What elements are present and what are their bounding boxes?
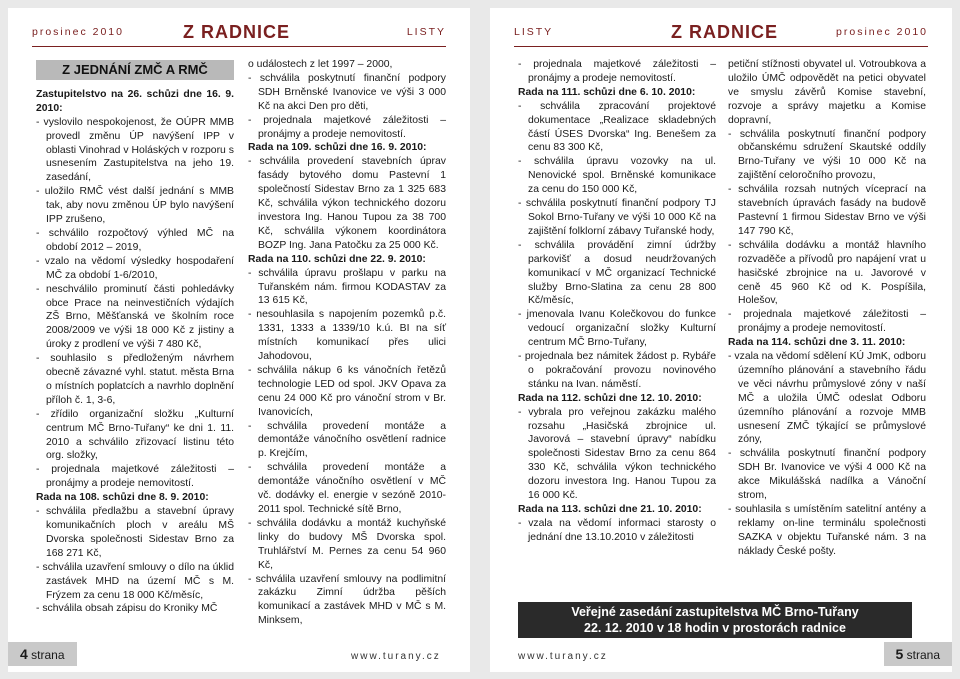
page-number-value: 4	[20, 646, 28, 662]
list-item: - projednala majetkové záležitosti – pronájmy a prodeje nemovitostí.	[36, 463, 234, 491]
section-bar: Z JEDNÁNÍ ZMČ A RMČ	[36, 60, 234, 80]
list-item: - schválila poskytnutí finanční podpory SDH Brněnské Ivanovice ve výši 3 000 Kč na akci Den pro děti,	[248, 72, 446, 114]
page-header	[8, 18, 470, 42]
header-rule	[514, 46, 928, 47]
list-item: - schválila uzavření smlouvy o dílo na úklid zastávek MHD na území MČ s M. Frýzem za cenu 18 000 Kč/měsíc,	[36, 561, 234, 603]
header-section: LISTY	[514, 26, 554, 38]
list-item: - schválila provedení stavebních úprav fasády bytového domu Pastevní 1 společností Sidestav Brno za 1 325 683 Kč, schválila výkon technického dozoru investora Ing. Hanou Tupou za 38 700 Kč, schválila výkonem koordinátora BOZP Ing. Jana Patočku za 25 000 Kč.	[248, 155, 446, 252]
list-item: - schválila uzavření smlouvy na podlimitní zakázku Zimní údržba pěších komunikací a zastávek MHD v MČ s M. Minksem,	[248, 573, 446, 629]
list-item: - schválila obsah zápisu do Kroniky MČ	[36, 602, 234, 616]
page-header	[490, 18, 952, 42]
page-word: strana	[906, 648, 940, 662]
banner-line-1: Veřejné zasedání zastupitelstva MČ Brno-Tuřany	[571, 605, 859, 619]
header-date: prosinec 2010	[32, 26, 124, 38]
header-title: Z RADNICE	[671, 22, 778, 42]
list-item: - vyslovilo nespokojenost, že OÚPR MMB provedl změnu ÚP navýšení IPP v oblasti Vinohrad v Holáských v rozporu s usnesením Zastupitelstva na jeho 19. zasedání,	[36, 116, 234, 186]
section-heading: Rada na 114. schůzi dne 3. 11. 2010:	[728, 337, 906, 349]
left-column-2	[248, 58, 446, 628]
list-item: - schválila provedení montáže a demontáže vánočního osvětlení radnice p. Krejčím,	[248, 420, 446, 462]
meeting-banner	[518, 602, 912, 638]
footer-url[interactable]: www.turany.cz	[351, 651, 441, 662]
article-body	[728, 58, 926, 559]
list-item: - vzala na vědomí sdělení KÚ JmK, odboru územního plánování a stavebního řádu ve věci návrhu průmyslové zóny v naší MČ a uložila ÚMČ odeslat Odboru územního plánování a rozvoje MMB usnesení ZMČ týkající se průmyslové zóny,	[728, 350, 926, 447]
footer-url[interactable]: www.turany.cz	[518, 651, 608, 662]
list-item: - vzalo na vědomí výsledky hospodaření MČ za období 1-6/2010,	[36, 255, 234, 283]
list-item: - schválila zpracování projektové dokumentace „Realizace skladebných částí ÚSES Dvorska“ Ing. Benešem za cenu 83 300 Kč,	[518, 100, 716, 156]
header-section: LISTY	[406, 26, 446, 38]
article-body	[248, 58, 446, 628]
list-item: - schválilo rozpočtový výhled MČ na období 2012 – 2019,	[36, 227, 234, 255]
list-item: petiční stížnosti obyvatel ul. Votroubkova a uložilo ÚMČ odpovědět na petici obyvatel ve smyslu závěrů Komise stavební, rozvoje a správy majetku a Komise dopravní,	[728, 59, 926, 126]
article-body	[518, 58, 716, 545]
list-item: - schválila dodávku a montáž kuchyňské linky do budovy MŠ Dvorska spol. Truhlářství M. Pernes za cenu 54 960 Kč,	[248, 517, 446, 573]
right-page	[490, 8, 952, 672]
section-heading: Rada na 111. schůzi dne 6. 10. 2010:	[518, 86, 696, 98]
list-item: - schválila poskytnutí finanční podpory občanskému sdružení Skautské oddíly Brno-Tuřany ve výši 10 000 Kč na zajištění celoročního provozu,	[728, 128, 926, 184]
list-item: - zřídilo organizační složku „Kulturní centrum MČ Brno-Tuřany“ ke dni 1. 11. 2010 a schválilo zřizovací listinu této org. složky,	[36, 408, 234, 464]
section-heading: Rada na 110. schůzi dne 22. 9. 2010:	[248, 253, 426, 265]
right-column-1	[518, 58, 716, 545]
list-item: - projednala majetkové záležitosti – pronájmy a prodeje nemovitostí.	[518, 58, 716, 86]
list-item: - schválila poskytnutí finanční podpory SDH Br. Ivanovice ve výši 4 000 Kč na akce Mikulášská nadílka a Vánoční strom,	[728, 447, 926, 503]
list-item: - schválila nákup 6 ks vánočních řetězů technologie LED od spol. JKV Opava za cenu 24 000 Kč pro vánoční strom v Br. Ivanovicích,	[248, 364, 446, 420]
article-body	[36, 88, 234, 616]
page-number	[8, 642, 77, 666]
list-item: - schválila provedení montáže a demontáže vánočního osvětlení v MČ vč. dodávky el. energie v sezóně 2010-2011 spol. Technické sítě Brno,	[248, 461, 446, 517]
header-title: Z RADNICE	[183, 22, 290, 42]
list-item: - schválila předlažbu a stavební úpravy komunikačních ploch v areálu MŠ Dvorska společnosti Sidestav Brno za 168 271 Kč,	[36, 505, 234, 561]
section-heading: Rada na 112. schůzi dne 12. 10. 2010:	[518, 392, 702, 404]
banner-line-2: 22. 12. 2010 v 18 hodin v prostorách radnice	[584, 621, 846, 635]
list-item: o událostech z let 1997 – 2000,	[248, 59, 393, 70]
section-heading: Rada na 113. schůzi dne 21. 10. 2010:	[518, 504, 702, 515]
list-item: - uložilo RMČ vést další jednání s MMB tak, aby novu změnou ÚP bylo navýšení IPP zrušeno,	[36, 185, 234, 227]
list-item: - neschválilo prominutí části pohledávky obce Prace na neinvestičních výdajích ZŠ Brno, Měšťanská ve školním roce 2008/2009 ve výši 18 000 Kč z jistiny a úroky z prodlení ve výši 7 480 Kč,	[36, 283, 234, 353]
page-word: strana	[31, 648, 65, 662]
page-number-value: 5	[895, 646, 904, 662]
list-item: - schválila dodávku a montáž hlavního rozvaděče a přívodů pro napájení vrat u hasičské zbrojnice na u. Javorové v ceně 45 960 Kč od K. Pospíšila, Holešov,	[728, 239, 926, 309]
right-column-2	[728, 58, 926, 559]
list-item: - souhlasila s umístěním satelitní antény a reklamy on-line terminálu společnosti SAZKA v objektu Tuřanské nám. 3 na náklady České pošty.	[728, 503, 926, 559]
list-item: - projednala majetkové záležitosti – pronájmy a prodeje nemovitostí.	[728, 308, 926, 336]
section-heading: Zastupitelstvo na 26. schůzi dne 16. 9. 2010:	[36, 88, 234, 114]
left-page	[8, 8, 470, 672]
header-date: prosinec 2010	[836, 26, 928, 38]
list-item: - schválila úpravu vozovky na ul. Nenovické spol. Brněnské komunikace za cenu do 150 000 Kč,	[518, 155, 716, 197]
list-item: - projednala bez námitek žádost p. Rybáře o pokračování provozu novinového stánku na Ivan. náměstí.	[518, 350, 716, 392]
header-rule	[32, 46, 446, 47]
list-item: - vybrala pro veřejnou zakázku malého rozsahu „Hasičská zbrojnice ul. Javorová – stavební úpravy“ nabídku společnosti Sidestav Brno za cenu 864 330 Kč, schválila výkon technického dozoru investora Ing. Hanou Tupou za 16 000 Kč.	[518, 406, 716, 503]
list-item: - schválila poskytnutí finanční podpory TJ Sokol Brno-Tuřany ve výši 10 000 Kč na zajištění folklorní zábavy Tuřanské hody,	[518, 197, 716, 239]
list-item: - schválila rozsah nutných víceprací na stavebních úpravách fasády na budově Pastevní 1 firmou Sidestav Brno ve výši 147 790 Kč,	[728, 183, 926, 239]
list-item: - projednala majetkové záležitosti – pronájmy a prodeje nemovitostí.	[248, 114, 446, 142]
list-item: - schválila provádění zimní údržby parkovišť a dosud neudržovaných komunikací v MČ organizací Technické služby Brno-Slatina za cenu 28 800 Kč/měsíc,	[518, 239, 716, 309]
list-item: - vzala na vědomí informaci starosty o jednání dne 13.10.2010 v záležitosti	[518, 517, 716, 545]
list-item: - souhlasilo s předloženým návrhem obecně závazné vyhl. statut. města Brna o místních poplatcích a navrhlo doplnění příloh č. 1, 3-6,	[36, 352, 234, 408]
page-number	[884, 642, 953, 666]
left-column-1	[36, 60, 234, 616]
list-item: - jmenovala Ivanu Kolečkovou do funkce vedoucí organizační složky Kulturní centrum MČ Brno-Tuřany,	[518, 308, 716, 350]
list-item: - schválila úpravu prošlapu v parku na Tuřanském nám. firmou KODASTAV za 13 615 Kč,	[248, 267, 446, 309]
list-item: - nesouhlasila s napojením pozemků p.č. 1331, 1333 a 1339/10 k.ú. BI na síť místních komunikací přes ulici Jahodovou,	[248, 308, 446, 364]
section-heading: Rada na 109. schůzi dne 16. 9. 2010:	[248, 142, 427, 154]
section-heading: Rada na 108. schůzi dne 8. 9. 2010:	[36, 492, 209, 504]
